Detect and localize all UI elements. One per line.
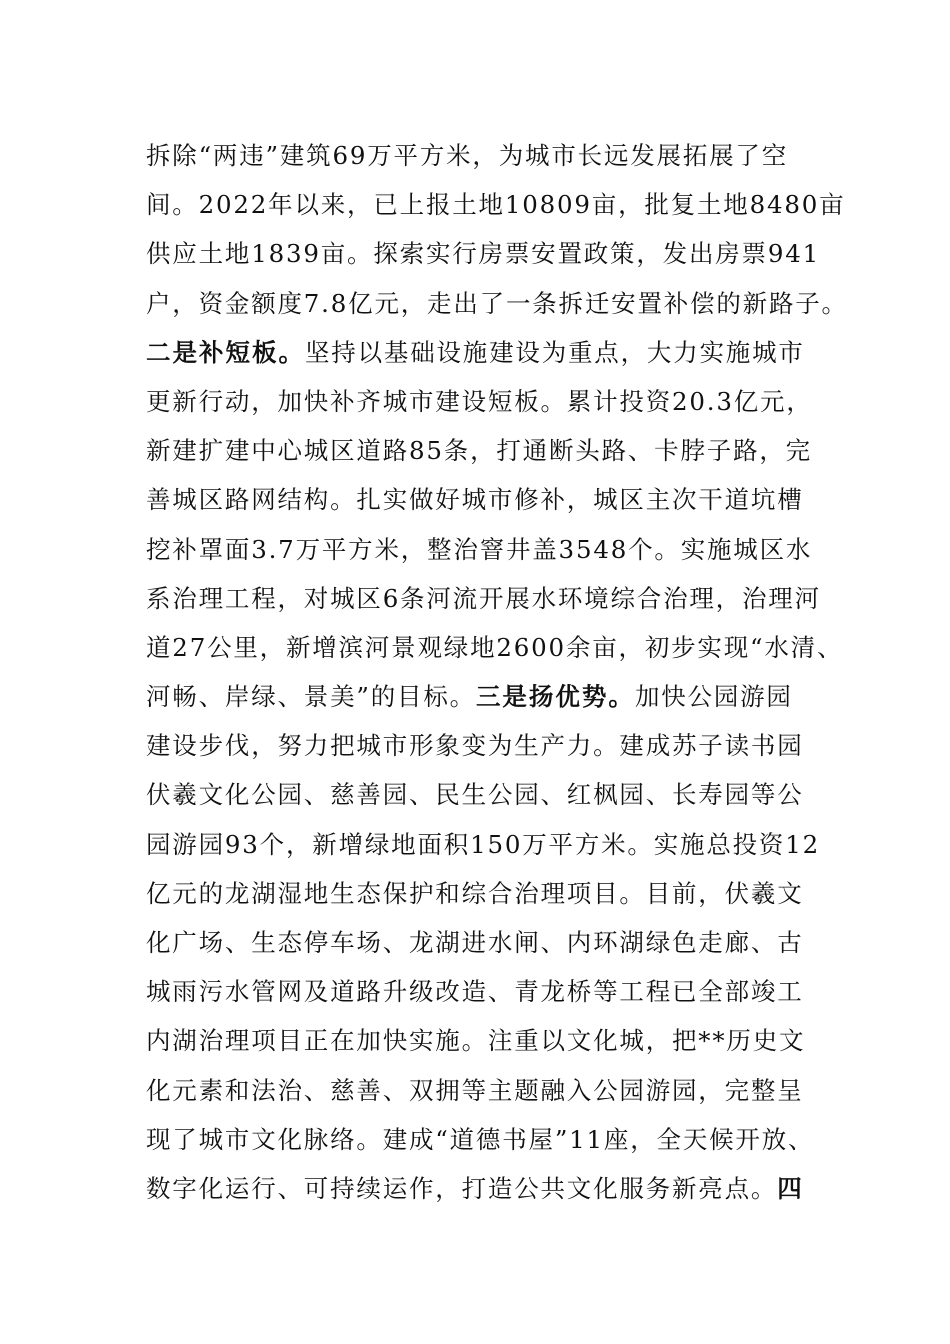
text-line xyxy=(146,229,826,278)
body-text-segment: 道27公里，新增滨河景观绿地2600余亩，初步实现“水清、 xyxy=(146,632,844,662)
body-text-segment: 亿元的龙湖湿地生态保护和综合治理项目。目前，伏羲文 xyxy=(146,878,804,908)
body-text-segment: 内湖治理项目正在加快实施。注重以文化城，把**历史文 xyxy=(146,1026,806,1056)
body-text-segment: 河畅、岸绿、景美”的目标。 xyxy=(146,682,476,712)
text-line xyxy=(146,1115,826,1164)
body-text-segment: 城雨污水管网及道路升级改造、青龙桥等工程已全部竣工 xyxy=(146,977,804,1007)
text-line xyxy=(146,180,846,229)
text-line xyxy=(146,131,826,180)
text-line xyxy=(146,1164,826,1213)
text-line xyxy=(146,426,826,475)
text-line xyxy=(146,525,826,574)
text-line xyxy=(146,770,826,819)
body-text-segment: 新建扩建中心城区道路85条，打通断头路、卡脖子路，完 xyxy=(146,436,812,466)
text-line xyxy=(146,475,826,524)
body-text xyxy=(146,131,848,1213)
text-line xyxy=(146,672,826,721)
body-text-segment: 善城区路网结构。扎实做好城市修补，城区主次干道坑槽 xyxy=(146,485,804,515)
body-text-segment: 伏羲文化公园、慈善园、民生公园、红枫园、长寿园等公 xyxy=(146,780,804,810)
text-line xyxy=(146,721,826,770)
text-line xyxy=(146,279,848,328)
body-text-segment: 建设步伐，努力把城市形象变为生产力。建成苏子读书园 xyxy=(146,731,804,761)
body-text-segment: 加快公园游园 xyxy=(634,682,793,712)
text-line xyxy=(146,869,826,918)
body-text-segment: 化广场、生态停车场、龙湖进水闸、内环湖绿色走廊、古 xyxy=(146,928,804,957)
text-line xyxy=(146,574,826,623)
text-line xyxy=(146,1066,826,1115)
bold-heading-text: 三是扬优势。 xyxy=(475,682,635,712)
body-text-segment: 拆除“两违”建筑69万平方米，为城市长远发展拓展了空 xyxy=(146,141,789,170)
body-text-segment: 化元素和法治、慈善、双拥等主题融入公园游园，完整呈 xyxy=(146,1075,804,1105)
text-line xyxy=(146,918,826,967)
body-text-segment: 间。2022年以来，已上报土地10809亩，批复土地8480亩 xyxy=(146,190,846,220)
body-text-segment: 园游园93个，新增绿地面积150万平方米。实施总投资12 xyxy=(146,829,821,859)
body-text-segment: 挖补罩面3.7万平方米，整治窨井盖3548个。实施城区水 xyxy=(146,534,813,564)
body-text-segment: 坚持以基础设施建设为重点，大力实施城市 xyxy=(305,337,805,367)
body-text-segment: 更新行动，加快补齐城市建设短板。累计投资20.3亿元， xyxy=(146,386,813,416)
bold-heading-text: 二是补短板。 xyxy=(146,337,305,367)
text-line xyxy=(146,967,826,1016)
text-line xyxy=(146,623,844,672)
body-text-segment: 现了城市文化脉络。建成“道德书屋”11座，全天候开放、 xyxy=(146,1124,815,1154)
body-text-segment: 系治理工程，对城区6条河流开展水环境综合治理，治理河 xyxy=(146,583,821,613)
text-line xyxy=(146,1016,826,1065)
text-line xyxy=(146,377,826,426)
body-text-segment: 数字化运行、可持续运作，打造公共文化服务新亮点。 xyxy=(146,1173,778,1203)
body-text-segment: 户，资金额度7.8亿元，走出了一条拆迁安置补偿的新路子。 xyxy=(146,288,848,318)
text-line xyxy=(146,328,826,377)
text-line xyxy=(146,820,826,869)
bold-heading-text: 四 xyxy=(777,1173,804,1203)
body-text-segment: 供应土地1839亩。探索实行房票安置政策，发出房票941 xyxy=(146,239,821,269)
